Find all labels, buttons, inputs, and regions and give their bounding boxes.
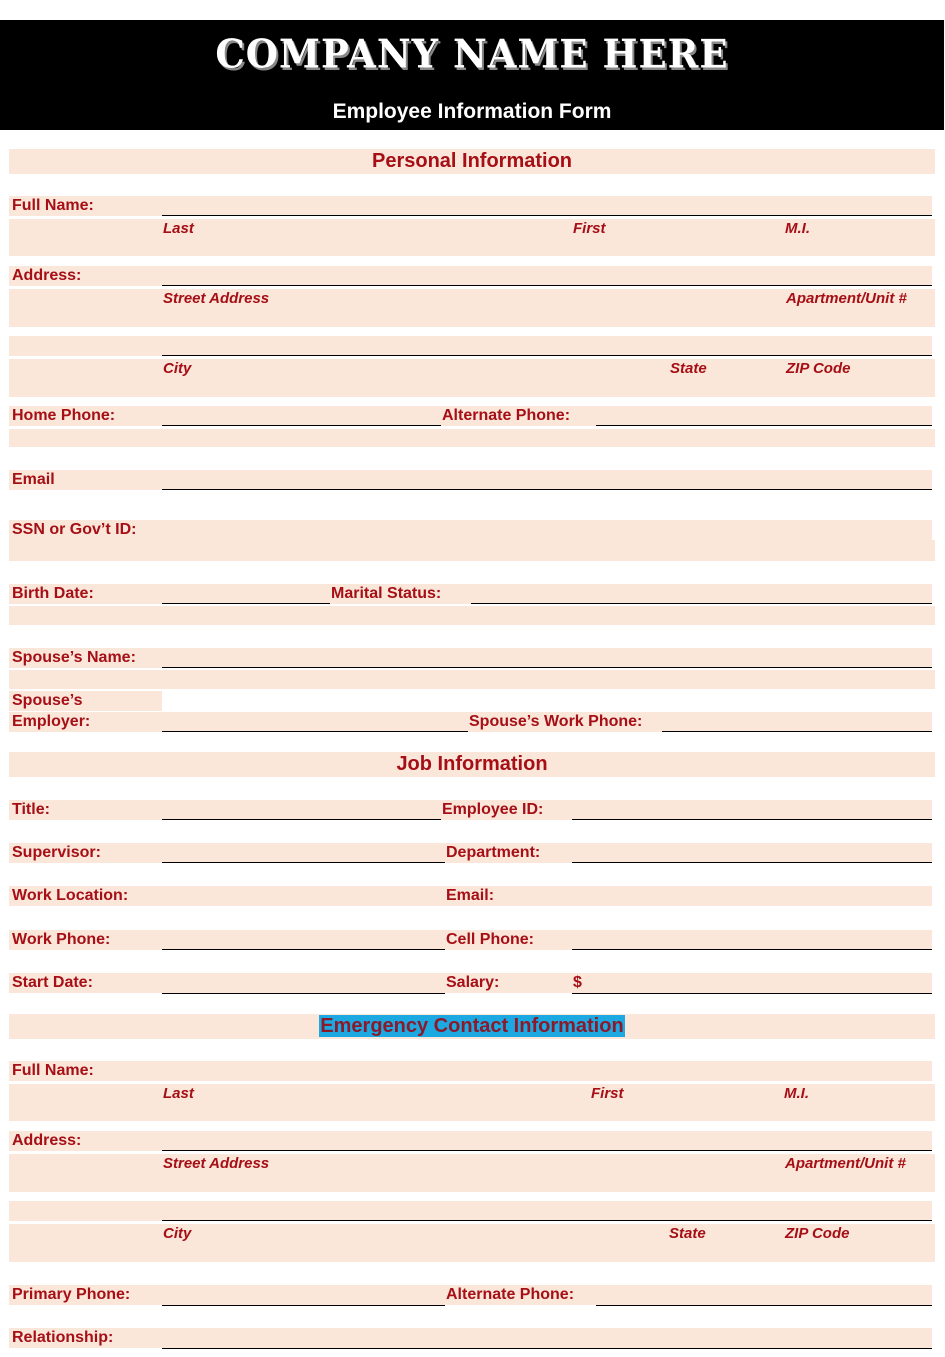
spouse-name-field[interactable]	[162, 667, 932, 668]
emergency-full-name-field[interactable]	[162, 1081, 932, 1084]
section-title: Personal Information	[371, 150, 573, 172]
street-address-sublabel: Street Address	[163, 1155, 270, 1172]
spouse-work-phone-field[interactable]	[662, 731, 932, 732]
spouse-name-label: Spouse’s Name:	[12, 649, 136, 666]
zip-sublabel: ZIP Code	[785, 1225, 850, 1242]
alternate-phone-label: Alternate Phone:	[442, 407, 571, 424]
home-phone-label: Home Phone:	[12, 407, 116, 424]
work-location-label: Work Location:	[12, 887, 129, 904]
section-personal-information	[9, 149, 935, 174]
full-name-label: Full Name:	[12, 197, 94, 214]
salary-label: Salary:	[446, 974, 500, 991]
last-sublabel: Last	[163, 1085, 194, 1102]
street-address-field[interactable]	[162, 285, 932, 286]
section-emergency-contact	[9, 1014, 935, 1039]
street-address-sublabel: Street Address	[163, 290, 270, 307]
primary-phone-label: Primary Phone:	[12, 1286, 131, 1303]
band	[9, 470, 932, 490]
spouse-employer-label-line1: Spouse’s	[12, 692, 83, 709]
company-name: COMPANY NAME HERE	[215, 30, 729, 78]
employee-id-label: Employee ID:	[442, 801, 544, 818]
city-sublabel: City	[163, 360, 192, 377]
emergency-full-name-label: Full Name:	[12, 1062, 94, 1079]
supervisor-field[interactable]	[162, 862, 445, 863]
form-title: Employee Information Form	[332, 100, 612, 123]
band	[9, 670, 935, 689]
city-sublabel: City	[163, 1225, 192, 1242]
city-state-zip-field[interactable]	[162, 355, 932, 356]
cell-phone-label: Cell Phone:	[446, 931, 535, 948]
band	[9, 520, 932, 540]
work-phone-label: Work Phone:	[12, 931, 111, 948]
full-name-field[interactable]	[162, 215, 932, 216]
band	[9, 336, 932, 356]
section-title: Job Information	[396, 753, 548, 775]
form-header	[0, 20, 944, 130]
email-field[interactable]	[162, 489, 932, 490]
salary-field[interactable]	[572, 993, 932, 994]
mi-sublabel: M.I.	[784, 1085, 809, 1102]
title-field[interactable]	[162, 819, 441, 820]
band	[9, 196, 932, 216]
section-job-information	[9, 752, 935, 777]
department-label: Department:	[446, 844, 541, 861]
first-sublabel: First	[591, 1085, 624, 1102]
home-phone-field[interactable]	[162, 425, 441, 426]
spouse-employer-field[interactable]	[162, 731, 468, 732]
band	[9, 540, 935, 561]
emergency-street-address-field[interactable]	[162, 1150, 932, 1151]
start-date-label: Start Date:	[12, 974, 93, 991]
state-sublabel: State	[669, 1225, 706, 1242]
address-label: Address:	[12, 267, 82, 284]
relationship-field[interactable]	[162, 1348, 932, 1349]
work-phone-field[interactable]	[162, 949, 445, 950]
alternate-phone-field[interactable]	[596, 425, 932, 426]
marital-status-field[interactable]	[471, 603, 932, 604]
band	[9, 1328, 932, 1348]
spouse-employer-label-line2: Employer:	[12, 713, 91, 730]
band	[9, 648, 932, 668]
marital-status-label: Marital Status:	[331, 585, 442, 602]
primary-phone-field[interactable]	[162, 1305, 445, 1306]
band	[9, 1201, 932, 1221]
band	[9, 1131, 932, 1151]
mi-sublabel: M.I.	[785, 220, 810, 237]
title-label: Title:	[12, 801, 50, 818]
department-field[interactable]	[572, 862, 932, 863]
salary-currency-symbol: $	[573, 974, 582, 991]
emergency-alternate-phone-label: Alternate Phone:	[446, 1286, 575, 1303]
relationship-label: Relationship:	[12, 1329, 114, 1346]
band	[9, 606, 935, 625]
apartment-sublabel: Apartment/Unit #	[785, 1155, 906, 1172]
emergency-alternate-phone-field[interactable]	[596, 1305, 932, 1306]
emergency-address-label: Address:	[12, 1132, 82, 1149]
band	[9, 429, 935, 447]
first-sublabel: First	[573, 220, 606, 237]
section-title: Emergency Contact Information	[320, 1015, 624, 1037]
last-sublabel: Last	[163, 220, 194, 237]
band	[9, 266, 932, 286]
birth-date-label: Birth Date:	[12, 585, 94, 602]
band	[9, 1061, 932, 1081]
spouse-work-phone-label: Spouse’s Work Phone:	[469, 713, 643, 730]
supervisor-label: Supervisor:	[12, 844, 101, 861]
state-sublabel: State	[670, 360, 707, 377]
birth-date-field[interactable]	[162, 603, 330, 604]
cell-phone-field[interactable]	[572, 949, 932, 950]
start-date-field[interactable]	[162, 993, 445, 994]
ssn-label: SSN or Gov’t ID:	[12, 521, 137, 538]
job-email-label: Email:	[446, 887, 495, 904]
apartment-sublabel: Apartment/Unit #	[786, 290, 907, 307]
band	[9, 584, 932, 604]
email-label: Email	[12, 471, 55, 488]
zip-sublabel: ZIP Code	[786, 360, 851, 377]
emergency-city-state-zip-field[interactable]	[162, 1220, 932, 1221]
employee-id-field[interactable]	[572, 819, 932, 820]
